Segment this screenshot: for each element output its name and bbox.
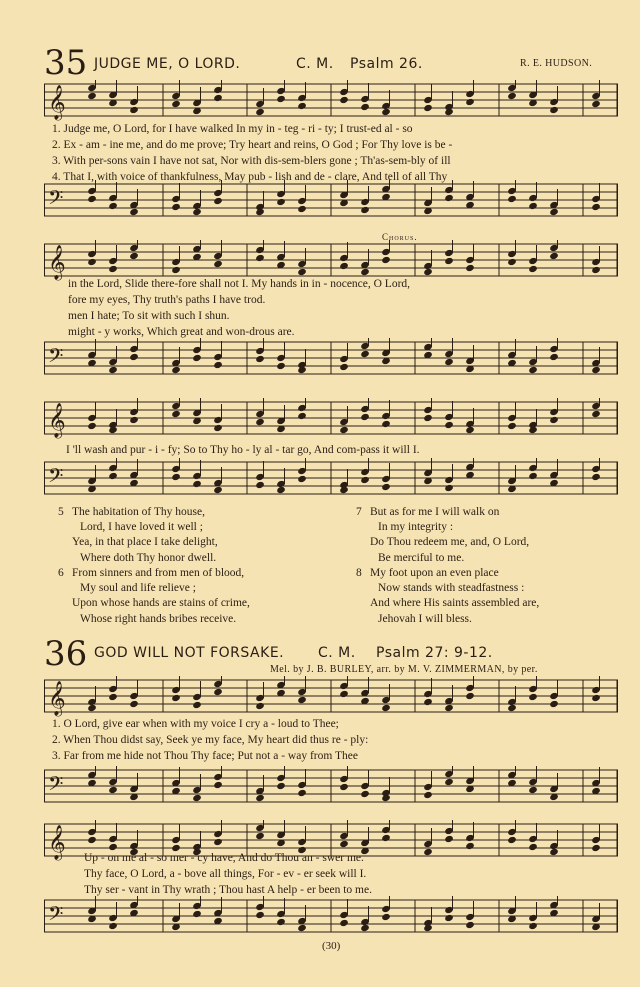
stanza	[356, 505, 529, 566]
stanza-line: The habitation of Thy house,	[72, 506, 205, 518]
notehead	[108, 202, 118, 210]
notehead	[87, 704, 97, 712]
notehead	[381, 256, 391, 264]
svg-text:𝄢: 𝄢	[48, 902, 64, 930]
notehead	[129, 353, 139, 361]
notehead	[255, 702, 265, 710]
notehead	[339, 96, 349, 104]
notehead	[528, 472, 538, 480]
notehead	[192, 701, 202, 709]
notehead	[381, 913, 391, 921]
stanza-line: Jehovah I will bless.	[378, 612, 472, 625]
staff-lines	[44, 676, 618, 718]
notehead	[444, 704, 454, 712]
notehead	[213, 781, 223, 789]
notehead	[297, 475, 307, 483]
notehead	[213, 260, 223, 268]
notehead	[444, 914, 454, 922]
notehead	[213, 197, 223, 205]
verse-lyrics	[68, 276, 410, 340]
notehead	[255, 832, 265, 840]
notehead	[87, 258, 97, 266]
notehead	[129, 700, 139, 708]
notehead	[360, 413, 370, 421]
svg-text:𝄢: 𝄢	[48, 772, 64, 800]
hymn-number: 35	[44, 43, 88, 83]
notehead	[507, 195, 517, 203]
stanza-number: 8	[356, 567, 362, 579]
notehead	[339, 262, 349, 270]
stanza	[58, 566, 250, 627]
notehead	[465, 98, 475, 106]
notehead	[528, 202, 538, 210]
notehead	[213, 486, 223, 494]
notehead	[549, 252, 559, 260]
music-staff	[44, 896, 618, 938]
stanza-number: 5	[58, 506, 64, 518]
lyric-line: 3. Far from me hide not Thou Thy face; Put not a - way from Thee	[52, 750, 358, 762]
notehead	[465, 842, 475, 850]
stanza-line: Lord, I have loved it well ;	[80, 521, 203, 534]
stanza-line: My soul and life relieve ;	[80, 582, 196, 595]
notehead	[360, 268, 370, 276]
notehead	[465, 264, 475, 272]
notehead	[549, 700, 559, 708]
notehead	[549, 106, 559, 114]
notehead	[192, 480, 202, 488]
notehead	[255, 481, 265, 489]
lyric-line: I 'll wash and pur - i - fy; So to Thy ho - ly al - tar go, And com-pass it will I.	[66, 444, 420, 456]
notehead	[255, 794, 265, 802]
notehead	[171, 473, 181, 481]
notehead	[339, 919, 349, 927]
page-number: (30)	[322, 940, 341, 952]
notehead	[87, 836, 97, 844]
notehead	[213, 361, 223, 369]
notehead	[528, 693, 538, 701]
notehead	[213, 424, 223, 432]
hymn-psalm: Psalm 26.	[350, 56, 423, 72]
notehead	[360, 924, 370, 932]
stanza-line: Where doth Thy honor dwell.	[80, 551, 217, 564]
notehead	[297, 696, 307, 704]
music-staff	[44, 676, 618, 718]
staff-lines	[44, 338, 618, 380]
svg-text:𝄞: 𝄞	[48, 825, 66, 860]
lyric-line: Thy face, O Lord, a - bove all things, For - ev - er seek will I.	[84, 868, 367, 880]
notehead	[591, 266, 601, 274]
stanza-line: From sinners and from men of blood,	[72, 567, 245, 579]
notehead	[591, 694, 601, 702]
notehead	[129, 416, 139, 424]
notehead	[87, 92, 97, 100]
notehead	[444, 484, 454, 492]
hymn-composer: Mel. by J. B. BURLEY, arr. by M. V. ZIMMERMAN, by per.	[270, 664, 538, 675]
svg-text:𝄞: 𝄞	[48, 681, 66, 716]
stanza-line: Do Thou redeem me, and, O Lord,	[370, 536, 530, 549]
notehead	[87, 195, 97, 203]
notehead	[423, 104, 433, 112]
svg-text:𝄞: 𝄞	[48, 245, 66, 280]
notehead	[507, 704, 517, 712]
notehead	[129, 106, 139, 114]
notehead	[87, 422, 97, 430]
notehead	[381, 834, 391, 842]
hymn-meter: C. M.	[296, 56, 334, 72]
notehead	[591, 100, 601, 108]
svg-text:𝄞: 𝄞	[48, 85, 66, 120]
notehead	[108, 472, 118, 480]
notehead	[528, 366, 538, 374]
lyric-line: in the Lord, Slide there-fore shall not I. My hands in in - nocence, O Lord,	[68, 278, 411, 290]
notehead	[360, 476, 370, 484]
staff-lines	[44, 766, 618, 808]
stanza-number: 7	[356, 506, 362, 518]
notehead	[171, 203, 181, 211]
notehead	[591, 366, 601, 374]
notehead	[108, 693, 118, 701]
hymn-composer: R. E. HUDSON.	[520, 58, 593, 69]
notehead	[171, 266, 181, 274]
music-staff	[44, 766, 618, 808]
notehead	[591, 473, 601, 481]
notehead	[213, 94, 223, 102]
notehead	[360, 103, 370, 111]
lyric-line: 2. Ex - am - ine me, and do me prove; Try heart and reins, O God ; For Thy love is be -	[52, 139, 453, 151]
notehead	[171, 100, 181, 108]
notehead	[444, 835, 454, 843]
lyric-line: men I hate; To sit with such I shun.	[68, 310, 230, 322]
notehead	[192, 794, 202, 802]
stanza-line: My foot upon an even place	[370, 567, 499, 579]
stanza-line: But as for me I will walk on	[370, 506, 500, 518]
staff-lines	[44, 398, 618, 440]
notehead	[339, 840, 349, 848]
chorus-label: Chorus.	[382, 232, 418, 242]
lyric-line: 4. That I, with voice of thankfulness, May pub - lish and de - clare, And tell of all Thy	[52, 171, 448, 183]
notehead	[171, 410, 181, 418]
lyric-line: Up - on me al - so mer - cy have, And do Thou an - swer me.	[84, 852, 364, 864]
hymn-title: JUDGE ME, O LORD.	[94, 56, 241, 72]
notehead	[108, 786, 118, 794]
music-staff	[44, 398, 618, 440]
notehead	[381, 420, 391, 428]
stanza	[58, 505, 218, 566]
stanza-number: 6	[58, 567, 64, 579]
stanza-line: Be merciful to me.	[378, 551, 465, 564]
notehead	[528, 265, 538, 273]
notehead	[339, 426, 349, 434]
notehead	[276, 486, 286, 494]
notehead	[423, 268, 433, 276]
notehead	[297, 412, 307, 420]
notehead	[255, 108, 265, 116]
notehead	[360, 206, 370, 214]
lyric-line: might - y works, Which great and won-drous are.	[68, 326, 295, 338]
verse-lyrics	[84, 850, 372, 898]
notehead	[360, 790, 370, 798]
notehead	[591, 844, 601, 852]
notehead	[528, 786, 538, 794]
staff-lines	[44, 180, 618, 222]
stanza-line: Upon whose hands are stains of crime,	[72, 597, 250, 610]
notehead	[444, 358, 454, 366]
notehead	[213, 688, 223, 696]
notehead	[507, 92, 517, 100]
notehead	[297, 924, 307, 932]
verse-lyrics	[52, 716, 368, 764]
notehead	[423, 414, 433, 422]
notehead	[276, 782, 286, 790]
notehead	[192, 354, 202, 362]
notehead	[549, 416, 559, 424]
staff-lines	[44, 80, 618, 122]
notehead	[255, 355, 265, 363]
notehead	[255, 254, 265, 262]
notehead	[444, 778, 454, 786]
notehead	[276, 362, 286, 370]
notehead	[465, 426, 475, 434]
notehead	[339, 783, 349, 791]
music-staff	[44, 80, 618, 122]
notehead	[297, 102, 307, 110]
hymn-psalm: Psalm 27: 9-12.	[376, 645, 493, 661]
music-staff	[44, 458, 618, 500]
lyric-line: 1. Judge me, O Lord, for I have walked In my in - teg - ri - ty; I trust-ed al - so	[52, 123, 413, 135]
stanza-line: Now stands with steadfastness :	[378, 582, 525, 595]
notehead	[297, 205, 307, 213]
hymn-title: GOD WILL NOT FORSAKE.	[94, 645, 285, 661]
notehead	[381, 704, 391, 712]
notehead	[444, 421, 454, 429]
notehead	[591, 410, 601, 418]
notehead	[213, 838, 223, 846]
notehead	[108, 922, 118, 930]
stanza-line: Yea, in that place I take delight,	[72, 536, 218, 549]
notehead	[339, 690, 349, 698]
notehead	[507, 836, 517, 844]
notehead	[507, 258, 517, 266]
notehead	[549, 353, 559, 361]
svg-text:𝄞: 𝄞	[48, 403, 66, 438]
notehead	[255, 911, 265, 919]
notehead	[297, 789, 307, 797]
notehead	[108, 366, 118, 374]
notehead	[192, 208, 202, 216]
svg-text:𝄢: 𝄢	[48, 186, 64, 214]
notehead	[276, 95, 286, 103]
notehead	[255, 418, 265, 426]
notehead	[465, 921, 475, 929]
notehead	[423, 698, 433, 706]
verse-lyrics	[66, 442, 420, 458]
notehead	[528, 922, 538, 930]
notehead	[171, 694, 181, 702]
lyric-line: 2. When Thou didst say, Seek ye my face, My heart did thus re - ply:	[52, 734, 369, 746]
notehead	[423, 791, 433, 799]
hymn-number: 36	[44, 634, 88, 674]
stanza-line: In my integrity :	[378, 521, 454, 534]
lyric-line: 3. With per-sons vain I have not sat, Nor with dis-sem-blers gone ; Th'as-sem-bly of ill	[52, 155, 451, 167]
notehead	[339, 363, 349, 371]
notehead	[528, 843, 538, 851]
notehead	[276, 198, 286, 206]
notehead	[549, 208, 559, 216]
notehead	[591, 203, 601, 211]
notehead	[549, 848, 559, 856]
svg-text:𝄢: 𝄢	[48, 464, 64, 492]
verse-lyrics	[52, 121, 452, 185]
notehead	[129, 208, 139, 216]
notehead	[465, 692, 475, 700]
stanza-line: And where His saints assembled are,	[370, 597, 540, 610]
staff-lines	[44, 896, 618, 938]
notehead	[444, 257, 454, 265]
lyric-line: 1. O Lord, give ear when with my voice I cry a - loud to Thee;	[52, 718, 339, 730]
music-staff	[44, 180, 618, 222]
notehead	[297, 268, 307, 276]
lyric-line: Thy ser - vant in Thy wrath ; Thou hast A help - er been to me.	[84, 884, 372, 896]
notehead	[108, 265, 118, 273]
notehead	[381, 108, 391, 116]
staff-lines	[44, 458, 618, 500]
music-staff	[44, 338, 618, 380]
hymn-meter: C. M.	[318, 645, 356, 661]
stanza-line: Whose right hands bribes receive.	[80, 612, 237, 625]
notehead	[129, 252, 139, 260]
svg-text:𝄢: 𝄢	[48, 344, 64, 372]
notehead	[381, 483, 391, 491]
notehead	[171, 366, 181, 374]
lyric-line: fore my eyes, Thy truth's paths I have trod.	[68, 294, 266, 306]
notehead	[507, 422, 517, 430]
notehead	[444, 194, 454, 202]
notehead	[360, 350, 370, 358]
notehead	[276, 918, 286, 926]
notehead	[423, 848, 433, 856]
notehead	[192, 910, 202, 918]
stanza	[356, 566, 539, 627]
